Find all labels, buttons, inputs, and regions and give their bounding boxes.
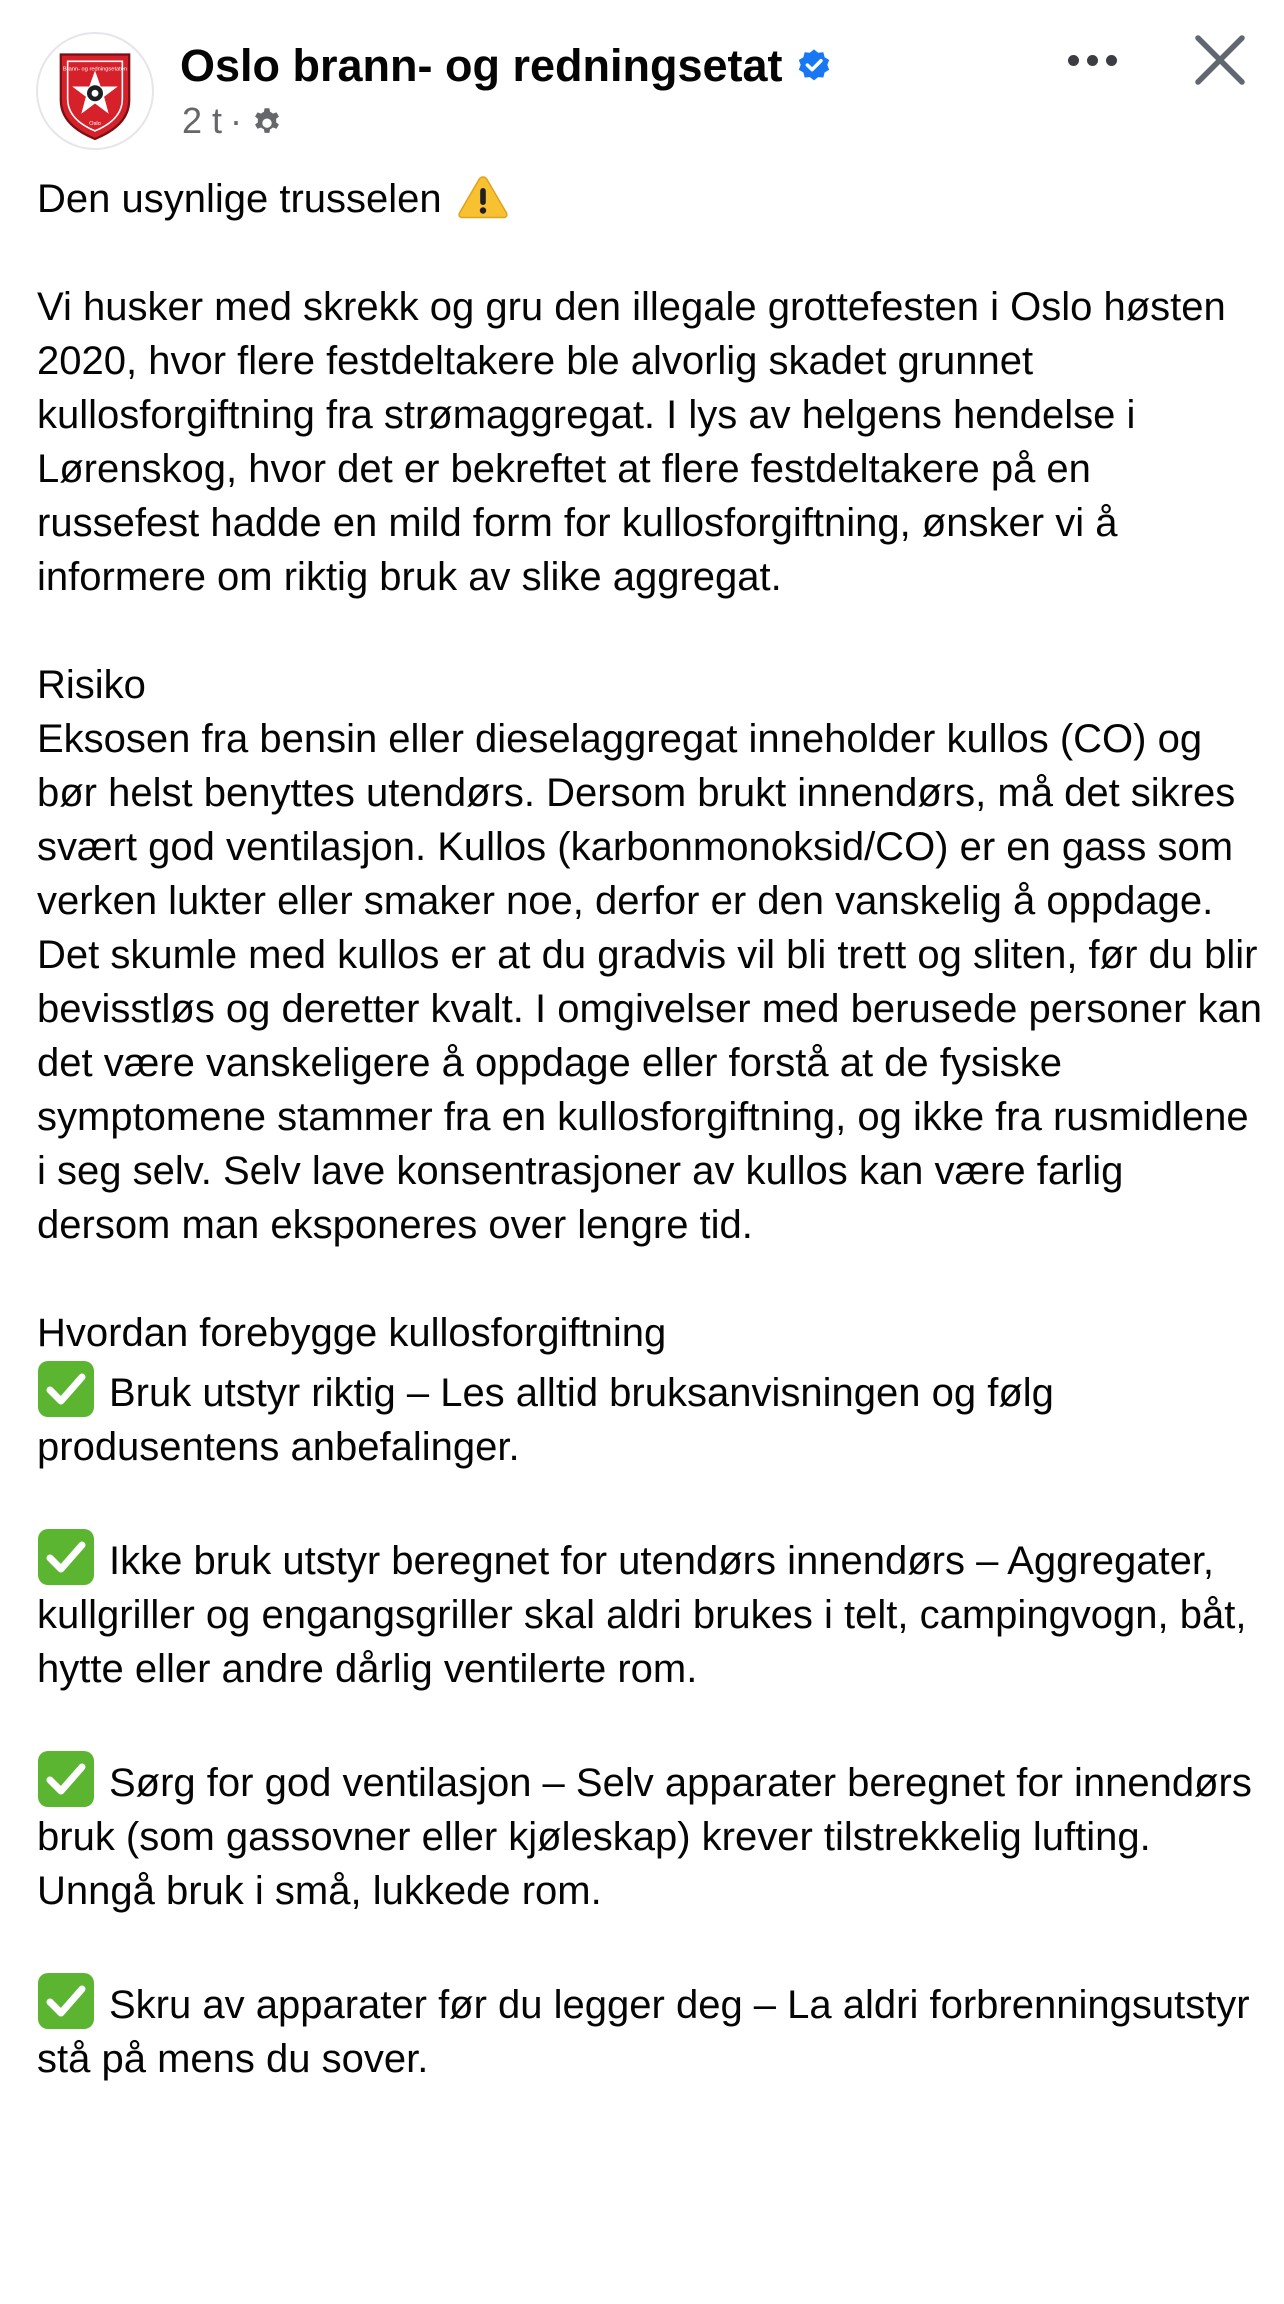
- warning-emoji-icon: [457, 174, 509, 220]
- page-name-text[interactable]: Oslo brann- og redningsetat: [180, 40, 783, 91]
- gear-icon[interactable]: [250, 104, 284, 138]
- post-title-line: [37, 172, 1263, 226]
- page-name[interactable]: [180, 40, 833, 92]
- verified-badge-icon: [795, 47, 833, 85]
- more-options-button[interactable]: [1055, 35, 1129, 85]
- tip-text: Skru av apparater før du legger deg – La aldri forbrenningsutstyr stå på mens du sover.: [37, 1983, 1261, 2081]
- check-mark-emoji-icon: [37, 1750, 95, 1808]
- post-header: [0, 0, 1284, 170]
- more-dots-icon: [1068, 55, 1079, 66]
- more-dots-icon: [1087, 55, 1098, 66]
- meta-separator: ·: [230, 100, 243, 141]
- risk-heading: Risiko: [37, 663, 146, 707]
- page-avatar[interactable]: [36, 32, 154, 150]
- tip-item: [37, 1750, 1263, 1918]
- tip-text: Bruk utstyr riktig – Les alltid bruksanvisningen og følg produsentens anbefalinger.: [37, 1371, 1066, 1469]
- more-dots-icon: [1106, 55, 1117, 66]
- tip-item: [37, 1528, 1263, 1696]
- check-mark-emoji-icon: [37, 1360, 95, 1418]
- post-intro: Vi husker med skrekk og gru den illegale grottefesten i Oslo høsten 2020, hvor flere festdeltakere ble alvorlig skadet grunnet kullosforgiftning fra strømaggregat. I lys av helgens hendelse i Lørenskog, hvor det er bekreftet at flere festdeltakere på en russefest hadde en mild form for kullosforgiftning, ønsker vi å informere om riktig bruk av slike aggregat.: [37, 285, 1237, 599]
- tip-item: [37, 1360, 1263, 1474]
- close-icon: [1190, 30, 1250, 90]
- post-time[interactable]: 2 t: [182, 100, 223, 141]
- tip-text: Ikke bruk utstyr beregnet for utendørs innendørs – Aggregater, kullgriller og engangsgriller skal aldri brukes i telt, campingvogn, båt, hytte eller andre dårlig ventilerte rom.: [37, 1539, 1258, 1691]
- close-button[interactable]: [1190, 30, 1250, 90]
- prevent-heading: Hvordan forebygge kullosforgiftning: [37, 1311, 667, 1355]
- tip-text: Sørg for god ventilasjon – Selv apparater beregnet for innendørs bruk (som gassovner eller kjøleskap) krever tilstrekkelig lufting. Unngå bruk i små, lukkede rom.: [37, 1761, 1263, 1913]
- check-mark-emoji-icon: [37, 1972, 95, 2030]
- fire-department-badge-icon: [38, 34, 152, 148]
- avatar-top-text: Brann- og redningsetaten: [62, 66, 128, 73]
- post-meta: [182, 100, 284, 142]
- avatar-bottom-text: Oslo: [89, 121, 101, 128]
- risk-text: Eksosen fra bensin eller dieselaggregat inneholder kullos (CO) og bør helst benyttes utendørs. Dersom brukt innendørs, må det sikres svært god ventilasjon. Kullos (karbonmonoksid/CO) er en gass som verken lukter eller smaker noe, derfor er den vanskelig å oppdage. Det skumle med kullos er at du gradvis vil bli trett og sliten, før du blir bevisstløs og deretter kvalt. I omgivelser med berusede personer kan det være vanskeligere å oppdage eller forstå at de fysiske symptomene stammer fra en kullosforgiftning, og ikke fra rusmidlene i seg selv. Selv lave konsentrasjoner av kullos kan være farlig dersom man eksponeres over lengre tid.: [37, 717, 1274, 1247]
- check-mark-emoji-icon: [37, 1528, 95, 1586]
- tip-item: [37, 1972, 1263, 2086]
- post-text: [37, 172, 1274, 2086]
- post-title: Den usynlige trusselen: [37, 177, 442, 221]
